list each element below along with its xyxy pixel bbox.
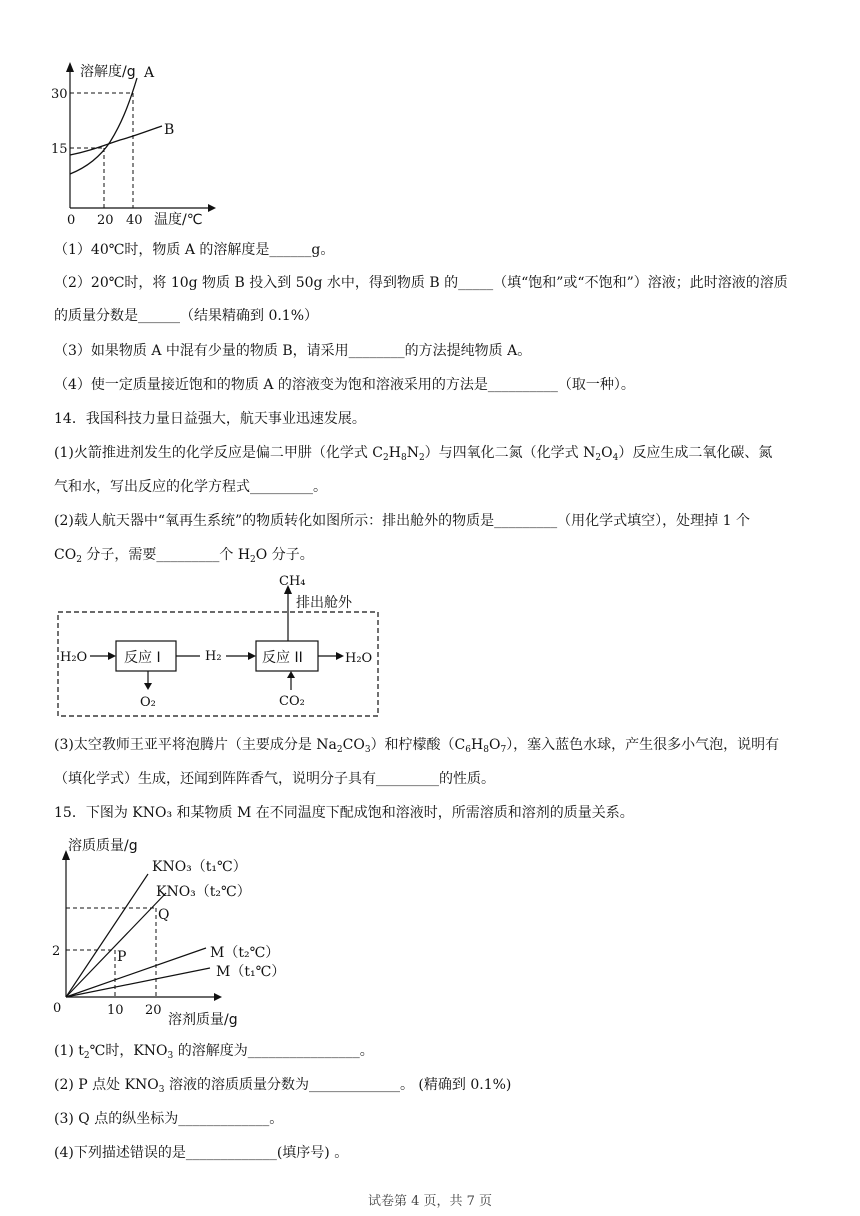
chart2-point-q: Q [158, 907, 170, 923]
diagram-ch4: CH₄ [279, 574, 306, 589]
solubility-chart [40, 58, 240, 230]
q14-part2-line2: $CO_2$ 分子，需要_________个 $H_2O$ 分子。 [54, 547, 314, 565]
q14-part2-line1: (2)载人航天器中“氧再生系统”的物质转化如图所示：排出舱外的物质是_________（用化学式填空），处理掉 1 个 [54, 513, 750, 529]
q15-part1: (1) $t_2℃$时，$KNO_3$ 的溶解度为________________。 [54, 1043, 374, 1061]
page-footer: 试卷第 4 页，共 7 页 [367, 1194, 493, 1209]
diagram-h2o-in: H₂O [60, 650, 88, 665]
q15-part2: (2) P 点处 $KNO_3$ 溶液的溶质质量分数为_____________。 (精确到 0.1%) [54, 1077, 512, 1095]
solute-solvent-chart [44, 830, 294, 1030]
chart1-xtick-40: 40 [126, 213, 143, 228]
chart2-series-kno3-t1: KNO₃（t₁℃） [152, 859, 247, 875]
diagram-vent-label: 排出舱外 [296, 595, 352, 611]
chart2-ylabel: 溶质质量/g [68, 838, 138, 854]
q15-title: 15．下图为 KNO₃ 和某物质 M 在不同温度下配成饱和溶液时，所需溶质和溶剂的质量关系。 [54, 805, 634, 821]
chart2-xtick-0: 0 [53, 1001, 62, 1016]
line-kno3-t1 [66, 874, 148, 997]
chart1-ytick-30: 30 [51, 87, 68, 102]
chart2-ytick-2: 2 [52, 944, 61, 959]
chart1-series-a: A [144, 65, 155, 81]
diagram-h2: H₂ [205, 649, 222, 664]
q14-title: 14．我国科技力量日益强大，航天事业迅速发展。 [54, 411, 366, 427]
q14-part1-line2: 气和水，写出反应的化学方程式_________。 [54, 479, 327, 495]
q15-part3: (3) Q 点的纵坐标为_____________。 [54, 1111, 284, 1127]
q14-part1-line1: (1)火箭推进剂发生的化学反应是偏二甲肼（化学式 $C_2H_8N_2$）与四氧化二氮（化学式 $N_2O_4$）反应生成二氧化碳、氮 [54, 445, 773, 463]
q13-part4: （4）使一定质量接近饱和的物质 A 的溶液变为饱和溶液采用的方法是__________（取一种）。 [54, 377, 635, 393]
q14-part3-line2: （填化学式）生成，还闻到阵阵香气，说明分子具有_________的性质。 [54, 771, 495, 787]
q13-part3: （3）如果物质 A 中混有少量的物质 B，请采用________的方法提纯物质 A。 [54, 343, 532, 359]
q13-part2-line1: （2）20℃时，将 10g 物质 B 投入到 50g 水中，得到物质 B 的_____（填“饱和”或“不饱和”）溶液；此时溶液的溶质 [54, 275, 788, 291]
chart2-xlabel: 溶剂质量/g [168, 1012, 238, 1028]
line-kno3-t2 [66, 893, 166, 997]
diagram-o2: O₂ [140, 695, 156, 710]
chart2-series-kno3-t2: KNO₃（t₂℃） [156, 884, 251, 900]
q15-part4: (4)下列描述错误的是_____________(填序号) 。 [54, 1145, 349, 1161]
chart2-xtick-10: 10 [107, 1003, 124, 1018]
q13-part2-line2: 的质量分数是______（结果精确到 0.1%） [54, 308, 319, 324]
chart1-ytick-15: 15 [51, 142, 68, 157]
q14-part3-line1: (3)太空教师王亚平将泡腾片（主要成分是 $Na_2CO_3$）和柠檬酸$(C_6H_8O_7)$，塞入蓝色水球，产生很多小气泡，说明有 [54, 737, 780, 755]
diagram-reaction-2: 反应 II [262, 650, 303, 666]
chart2-point-p: P [117, 949, 127, 965]
chart2-series-m-t2: M（t₂℃） [210, 945, 280, 961]
diagram-reaction-1: 反应 I [124, 650, 161, 666]
chart1-series-b: B [164, 122, 175, 138]
chart1-xtick-0: 0 [67, 213, 76, 228]
curve-a [70, 78, 137, 174]
chart1-ylabel: 溶解度/g [80, 64, 136, 80]
chart2-series-m-t1: M（t₁℃） [216, 964, 286, 980]
diagram-co2: CO₂ [279, 694, 305, 709]
chart1-xtick-20: 20 [97, 213, 114, 228]
oxygen-regeneration-diagram [54, 568, 384, 720]
diagram-h2o-out: H₂O [345, 651, 373, 666]
q13-part1: （1）40℃时，物质 A 的溶解度是______g。 [54, 242, 335, 258]
chart2-xtick-20: 20 [145, 1003, 162, 1018]
chart1-xlabel: 温度/℃ [154, 212, 203, 228]
